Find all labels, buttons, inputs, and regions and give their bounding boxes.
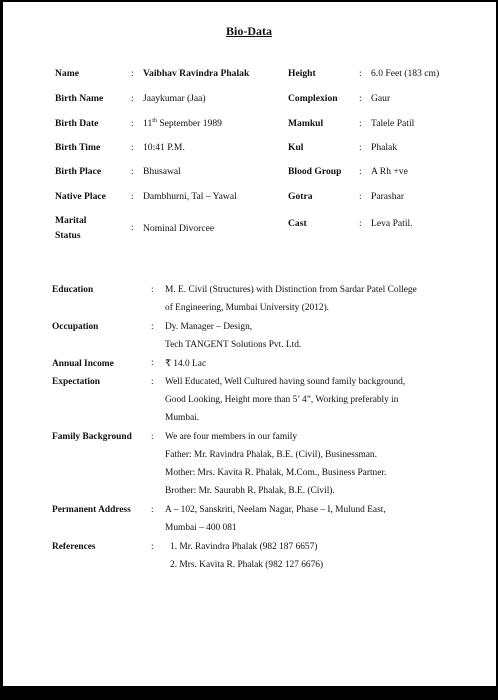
blood-group-label: Blood Group — [288, 166, 342, 177]
colon: : — [151, 285, 154, 295]
marital-label-line2: Status — [55, 230, 81, 241]
birth-place-label: Birth Place — [55, 166, 102, 177]
family-line: Mother: Mrs. Kavita R. Phalak, M.Com., Business Partner. — [165, 468, 387, 478]
colon: : — [359, 118, 362, 129]
birth-date-value: 11th September 1989 — [143, 117, 222, 129]
occupation-line: Tech TANGENT Solutions Pvt. Ltd. — [165, 340, 302, 350]
marital-label-line1: Marital — [55, 215, 87, 226]
birth-time-label: Birth Time — [55, 142, 101, 153]
marital-status-value: Nominal Divorcee — [143, 223, 215, 234]
colon: : — [131, 142, 134, 153]
colon: : — [151, 542, 154, 552]
colon: : — [151, 322, 154, 332]
colon: : — [359, 166, 362, 177]
kul-label: Kul — [288, 142, 304, 153]
address-line: A – 102, Sanskriti, Neelam Nagar, Phase – I, Mulund East, — [165, 505, 386, 515]
education-line: M. E. Civil (Structures) with Distinction from Sardar Patel College — [165, 285, 417, 295]
page-title: Bio-Data — [226, 24, 272, 38]
page-border-bottom — [0, 686, 498, 700]
colon: : — [131, 222, 134, 233]
education-line: of Engineering, Mumbai University (2012). — [165, 303, 330, 313]
colon: : — [359, 68, 362, 79]
colon: : — [359, 218, 362, 229]
colon: : — [359, 191, 362, 202]
colon: : — [131, 93, 134, 104]
colon: : — [131, 191, 134, 202]
colon: : — [359, 93, 362, 104]
family-line: We are four members in our family — [165, 432, 298, 442]
address-line: Mumbai – 400 081 — [165, 523, 237, 533]
expectation-line: Good Looking, Height more than 5’ 4”, Working preferably in — [165, 395, 399, 405]
page-border-top — [0, 0, 498, 2]
native-place-value: Dambhurni, Tal – Yawal — [143, 191, 237, 202]
colon: : — [151, 432, 154, 442]
birth-time-value: 10:41 P.M. — [143, 142, 185, 153]
height-label: Height — [288, 68, 316, 79]
gotra-value: Parashar — [371, 191, 405, 202]
references-label: References — [52, 542, 96, 552]
annual-income-label: Annual Income — [52, 359, 114, 369]
birth-date-label: Birth Date — [55, 118, 99, 129]
birth-name-label: Birth Name — [55, 93, 104, 104]
complexion-value: Gaur — [371, 93, 391, 104]
permanent-address-label: Permanent Address — [52, 505, 131, 515]
colon: : — [151, 377, 154, 387]
reference-item: 1. Mr. Ravindra Phalak (982 187 6657) — [170, 542, 318, 552]
birth-name-value: Jaaykumar (Jaa) — [143, 93, 206, 104]
family-line: Brother: Mr. Saurabh R. Phalak, B.E. (Civil). — [165, 486, 335, 496]
kul-value: Phalak — [371, 142, 398, 153]
family-background-label: Family Background — [52, 432, 132, 442]
colon: : — [131, 68, 134, 79]
colon: : — [151, 358, 154, 368]
name-value: Vaibhav Ravindra Phalak — [143, 68, 250, 79]
expectation-label: Expectation — [52, 377, 100, 387]
page-border-left — [0, 0, 3, 700]
reference-item: 2. Mrs. Kavita R. Phalak (982 127 6676) — [170, 560, 324, 570]
blood-group-value: A Rh +ve — [371, 166, 408, 177]
complexion-label: Complexion — [288, 93, 338, 104]
colon: : — [359, 142, 362, 153]
expectation-line: Mumbai. — [165, 413, 200, 423]
expectation-line: Well Educated, Well Cultured having sound family background, — [165, 377, 406, 387]
cast-value: Leva Patil. — [371, 218, 413, 229]
occupation-label: Occupation — [52, 322, 99, 332]
cast-label: Cast — [288, 218, 307, 229]
native-place-label: Native Place — [55, 191, 106, 202]
height-value: 6.0 Feet (183 cm) — [371, 68, 440, 79]
colon: : — [131, 166, 134, 177]
birth-place-value: Bhusawal — [143, 166, 181, 177]
annual-income-value: ₹ 14.0 Lac — [165, 359, 207, 369]
occupation-line: Dy. Manager – Design, — [165, 322, 253, 332]
family-line: Father: Mr. Ravindra Phalak, B.E. (Civil), Businessman. — [165, 450, 377, 460]
mamkul-value: Talele Patil — [371, 118, 415, 129]
name-label: Name — [55, 68, 79, 79]
education-label: Education — [52, 285, 94, 295]
colon: : — [151, 505, 154, 515]
mamkul-label: Mamkul — [288, 118, 324, 129]
colon: : — [131, 118, 134, 129]
gotra-label: Gotra — [288, 191, 313, 202]
